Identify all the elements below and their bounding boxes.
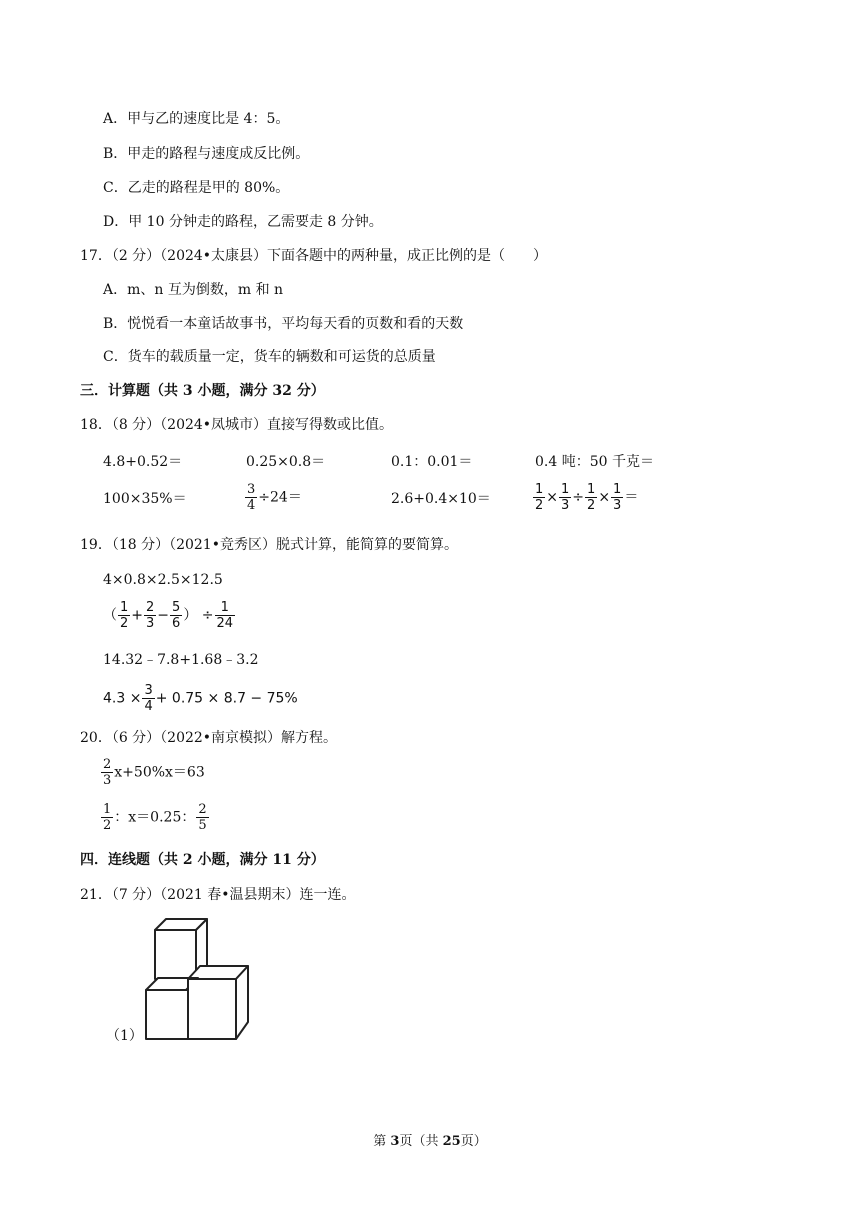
fraction: $\frac{2}{5}$ bbox=[198, 802, 207, 833]
fraction: $\frac{1}{2}$ bbox=[587, 482, 596, 513]
q18-item-5: 100×35%＝ bbox=[103, 491, 187, 507]
q18-stem: 18．（8 分）（2024•凤城市）直接写得数或比值。 bbox=[80, 417, 394, 433]
fraction: $\frac{1}{2}$ bbox=[535, 482, 544, 513]
q19-stem: 19．（18 分）（2021•竞秀区）脱式计算，能简算的要简算。 bbox=[80, 537, 458, 553]
page-footer: 第 3页（共 25页） bbox=[373, 1134, 487, 1149]
page-number: 3 bbox=[390, 1134, 400, 1149]
section-3-heading: 三．计算题（共 3 小题，满分 32 分） bbox=[80, 383, 325, 399]
q19-expr-3: 14.32﹣7.8+1.68﹣3.2 bbox=[103, 652, 259, 668]
q21-item-label: （1） bbox=[106, 1028, 143, 1044]
q21-stem: 21．（7 分）（2021 春•温县期末）连一连。 bbox=[80, 887, 356, 903]
q19-expr-2: （ $\frac{1}{2}$ + $\frac{2}{3}$ − $\frac{5}{6}$ ） ÷ $\frac{1}{24}$ bbox=[103, 600, 234, 631]
q16-option-c: C．乙走的路程是甲的 80%。 bbox=[103, 180, 290, 196]
q17-option-b: B．悦悦看一本童话故事书，平均每天看的页数和看的天数 bbox=[103, 316, 464, 332]
q18-item-6: $\frac{3}{4}$ ÷24＝ bbox=[247, 482, 302, 513]
q20-stem: 20．（6 分）（2022•南京模拟）解方程。 bbox=[80, 730, 338, 746]
q16-option-a: A．甲与乙的速度比是 4：5。 bbox=[103, 111, 290, 127]
q19-expr-1: 4×0.8×2.5×12.5 bbox=[103, 572, 223, 588]
fraction: $\frac{1}{3}$ bbox=[613, 482, 622, 513]
q17-option-a: A．m、n 互为倒数，m 和 n bbox=[103, 282, 284, 298]
cube-front-face bbox=[188, 979, 236, 1039]
fraction: $\frac{3}{4}$ bbox=[247, 482, 256, 513]
fraction: $\frac{3}{4}$ bbox=[144, 683, 153, 714]
q18-item-4: 0.4 吨：50 千克＝ bbox=[535, 454, 654, 470]
q18-item-3: 0.1：0.01＝ bbox=[391, 454, 473, 470]
fraction: $\frac{1}{2}$ bbox=[120, 600, 129, 631]
cube-front-face bbox=[155, 930, 196, 979]
fraction: $\frac{1}{3}$ bbox=[561, 482, 570, 513]
q19-expr-4: 4.3 × $\frac{3}{4}$ + 0.75 × 8.7 − 75% bbox=[103, 683, 298, 714]
cube-stack-figure bbox=[140, 912, 260, 1042]
q18-item-1: 4.8+0.52＝ bbox=[103, 454, 183, 470]
q16-option-d: D．甲 10 分钟走的路程，乙需要走 8 分钟。 bbox=[103, 214, 383, 230]
fraction: $\frac{2}{3}$ bbox=[146, 600, 155, 631]
q17-option-c: C．货车的载质量一定，货车的辆数和可运货的总质量 bbox=[103, 349, 436, 365]
q16-option-b: B．甲走的路程与速度成反比例。 bbox=[103, 146, 310, 162]
q20-equation-2: $\frac{1}{2}$ ：x＝0.25： $\frac{2}{5}$ bbox=[103, 802, 207, 833]
section-4-heading: 四．连线题（共 2 小题，满分 11 分） bbox=[80, 852, 325, 868]
q18-item-7: 2.6+0.4×10＝ bbox=[391, 491, 491, 507]
page-total: 25 bbox=[442, 1134, 461, 1149]
fraction: $\frac{1}{2}$ bbox=[103, 802, 112, 833]
fraction: $\frac{1}{24}$ bbox=[216, 600, 234, 631]
cube-side-face bbox=[236, 966, 248, 1039]
q17-stem: 17．（2 分）（2024•太康县）下面各题中的两种量，成正比例的是（ ） bbox=[80, 248, 548, 264]
q18-item-2: 0.25×0.8＝ bbox=[246, 454, 326, 470]
fraction: $\frac{2}{3}$ bbox=[103, 757, 112, 788]
cube-front-face bbox=[146, 990, 188, 1039]
fraction: $\frac{5}{6}$ bbox=[172, 600, 181, 631]
q20-equation-1: $\frac{2}{3}$ x+50%x＝63 bbox=[103, 757, 205, 788]
q18-item-8: $\frac{1}{2}$ × $\frac{1}{3}$ ÷ $\frac{1}{2}$ × $\frac{1}{3}$ ＝ bbox=[535, 482, 639, 513]
